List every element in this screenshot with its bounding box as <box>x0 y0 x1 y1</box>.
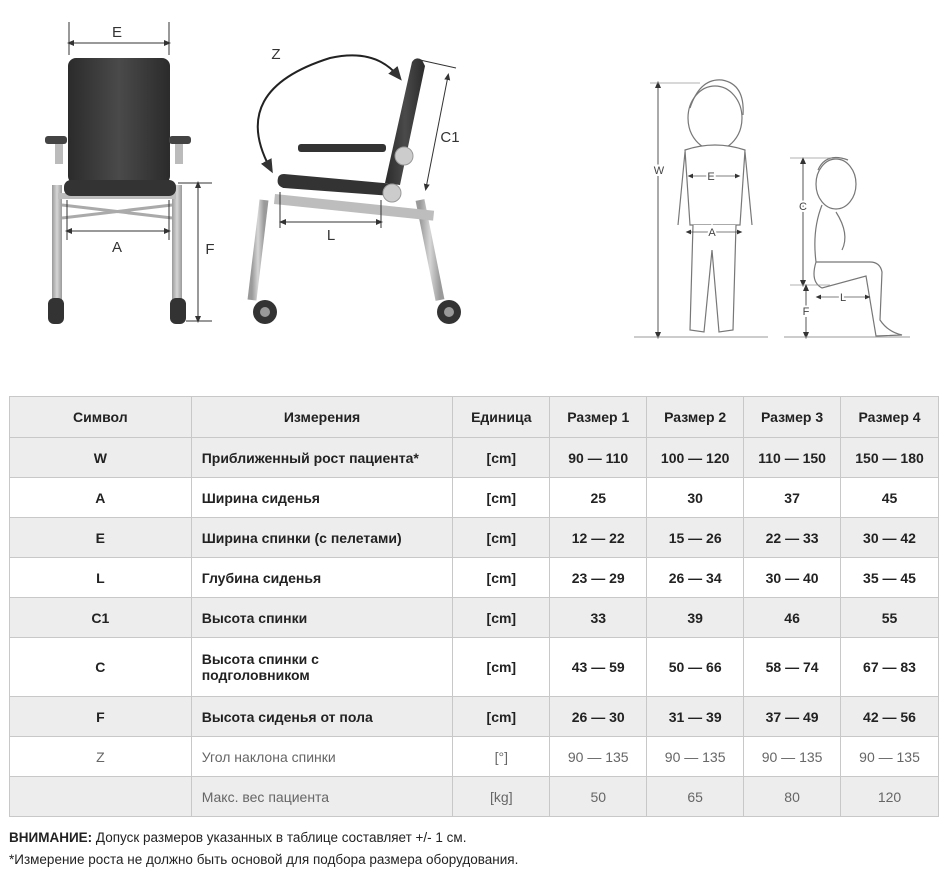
cell-measure: Высота спинки <box>191 598 453 638</box>
cell-size-3: 37 <box>744 478 841 518</box>
cell-unit: [cm] <box>453 438 550 478</box>
label-f-child: F <box>802 306 810 318</box>
header-size-3: Размер 3 <box>744 397 841 438</box>
cell-measure: Угол наклона спинки <box>191 737 453 777</box>
cell-size-1: 33 <box>550 598 647 638</box>
label-a-child: A <box>708 227 716 239</box>
cell-unit: [cm] <box>453 598 550 638</box>
cell-size-1: 23 — 29 <box>550 558 647 598</box>
cell-size-3: 30 — 40 <box>744 558 841 598</box>
cell-measure: Приближенный рост пациента* <box>191 438 453 478</box>
cell-unit: [cm] <box>453 558 550 598</box>
table-row <box>10 697 939 737</box>
cell-size-4: 35 — 45 <box>841 558 939 598</box>
cell-measure: Макс. вес пациента <box>191 777 453 817</box>
label-l-side: L <box>326 227 336 244</box>
child-side-figure <box>814 158 902 336</box>
cell-symbol: Z <box>10 737 192 777</box>
chair-front-view <box>45 22 215 324</box>
label-c-child: C <box>799 201 807 213</box>
label-c1: C1 <box>440 129 460 146</box>
header-measure: Измерения <box>191 397 453 438</box>
header-symbol: Символ <box>10 397 192 438</box>
table-row <box>10 478 939 518</box>
cell-size-3: 46 <box>744 598 841 638</box>
table-header-row <box>10 397 939 438</box>
cell-size-2: 30 <box>647 478 744 518</box>
cell-symbol <box>10 777 192 817</box>
cell-size-1: 26 — 30 <box>550 697 647 737</box>
cell-symbol: C <box>10 638 192 697</box>
cell-unit: [cm] <box>453 478 550 518</box>
cell-measure: Ширина спинки (с пелетами) <box>191 518 453 558</box>
cell-measure-line-2: подголовником <box>201 667 310 683</box>
attention-label: ВНИМАНИЕ: <box>9 830 93 845</box>
table-row <box>10 777 939 817</box>
table-row <box>10 518 939 558</box>
label-z: Z <box>271 46 281 63</box>
cell-size-3: 80 <box>744 777 841 817</box>
cell-symbol: A <box>10 478 192 518</box>
cell-unit: [cm] <box>453 697 550 737</box>
label-a-front: A <box>111 239 123 256</box>
cell-symbol: C1 <box>10 598 192 638</box>
cell-symbol: L <box>10 558 192 598</box>
header-size-1: Размер 1 <box>550 397 647 438</box>
cell-size-4: 45 <box>841 478 939 518</box>
label-e-front: E <box>111 24 123 41</box>
cell-size-2: 65 <box>647 777 744 817</box>
footnote: *Измерение роста не должно быть основой для подбора размера оборудования. <box>9 852 519 867</box>
cell-size-3: 37 — 49 <box>744 697 841 737</box>
chair-side-view <box>252 46 461 324</box>
cell-size-2: 26 — 34 <box>647 558 744 598</box>
cell-symbol: E <box>10 518 192 558</box>
cell-size-1: 90 — 135 <box>550 737 647 777</box>
cell-size-2: 50 — 66 <box>647 638 744 697</box>
cell-size-3: 110 — 150 <box>744 438 841 478</box>
cell-size-2: 39 <box>647 598 744 638</box>
cell-size-3: 90 — 135 <box>744 737 841 777</box>
table-row <box>10 638 939 697</box>
cell-size-3: 58 — 74 <box>744 638 841 697</box>
attention-text: Допуск размеров указанных в таблице составляет +/- 1 см. <box>92 830 467 845</box>
table-row <box>10 598 939 638</box>
cell-size-2: 15 — 26 <box>647 518 744 558</box>
size-table <box>9 396 939 817</box>
cell-symbol: F <box>10 697 192 737</box>
header-size-4: Размер 4 <box>841 397 939 438</box>
cell-measure: Высота сиденья от пола <box>191 697 453 737</box>
table-row <box>10 558 939 598</box>
dimension-diagrams <box>0 0 950 380</box>
cell-size-1: 12 — 22 <box>550 518 647 558</box>
cell-size-4: 150 — 180 <box>841 438 939 478</box>
table-row <box>10 737 939 777</box>
cell-size-1: 90 — 110 <box>550 438 647 478</box>
label-e-child: E <box>707 171 715 183</box>
cell-size-2: 100 — 120 <box>647 438 744 478</box>
cell-measure <box>191 638 453 697</box>
table-row <box>10 438 939 478</box>
label-f-front: F <box>205 241 215 258</box>
cell-size-1: 50 <box>550 777 647 817</box>
cell-size-4: 55 <box>841 598 939 638</box>
cell-symbol: W <box>10 438 192 478</box>
cell-size-1: 43 — 59 <box>550 638 647 697</box>
cell-size-4: 67 — 83 <box>841 638 939 697</box>
header-size-2: Размер 2 <box>647 397 744 438</box>
notes <box>9 827 518 871</box>
cell-size-2: 31 — 39 <box>647 697 744 737</box>
cell-unit: [cm] <box>453 638 550 697</box>
attention-note <box>9 827 518 849</box>
cell-unit: [cm] <box>453 518 550 558</box>
cell-size-3: 22 — 33 <box>744 518 841 558</box>
cell-measure: Глубина сиденья <box>191 558 453 598</box>
label-l-child: L <box>839 292 847 304</box>
cell-unit: [°] <box>453 737 550 777</box>
cell-size-4: 120 <box>841 777 939 817</box>
cell-measure: Ширина сиденья <box>191 478 453 518</box>
cell-size-1: 25 <box>550 478 647 518</box>
cell-size-2: 90 — 135 <box>647 737 744 777</box>
cell-size-4: 42 — 56 <box>841 697 939 737</box>
header-unit: Единица <box>453 397 550 438</box>
cell-unit: [kg] <box>453 777 550 817</box>
cell-measure-line-1: Высота спинки с <box>201 651 319 667</box>
cell-size-4: 90 — 135 <box>841 737 939 777</box>
child-front-figure <box>678 80 752 332</box>
cell-size-4: 30 — 42 <box>841 518 939 558</box>
label-w: W <box>653 165 665 177</box>
